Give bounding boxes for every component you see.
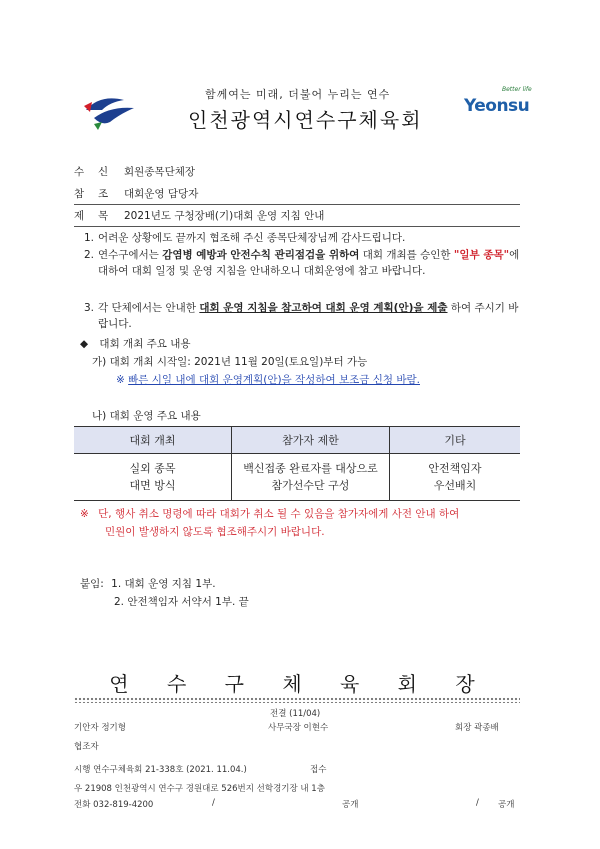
secretary: 사무국장 이현수 [268, 723, 329, 733]
cooperator: 협조자 [74, 742, 99, 752]
highlight-some-events: "일부 종목" [453, 249, 510, 261]
start-date: 가) 대회 개최 시작일: 2021년 11월 20일(토요일)부터 가능 [92, 356, 368, 368]
warning-line-2: 민원이 발생하지 않도록 협조해주시기 바랍니다. [105, 526, 325, 538]
attachment-2: 2. 안전책임자 서약서 1부. 끝 [114, 596, 249, 608]
paragraph-3: 3. 각 단체에서는 안내한 대회 운영 지침을 참고하여 대회 운영 계획(안)을 제출 하여 주시기 바랍니다. [84, 302, 519, 330]
disclosure: 공개 [342, 800, 359, 810]
separator: / [476, 798, 479, 808]
table-header: 대회 개최 [74, 427, 232, 454]
phone: 전화 032-819-4200 [74, 800, 154, 810]
chairman: 회장 곽종배 [455, 723, 499, 733]
yeonsu-logo [460, 86, 532, 126]
enforcement: 시행 연수구체육회 21-338호 (2021. 11.04.) [74, 765, 247, 775]
table-cell: 안전책임자 우선배치 [390, 454, 521, 501]
warning: ※ 단, 행사 취소 명령에 따라 대회가 취소 될 수 있음을 참가자에게 사전 안내 하여 [80, 508, 460, 520]
yeonsu-logo-text: Yeonsu [464, 96, 530, 116]
divider [74, 226, 520, 227]
table-row [74, 454, 520, 501]
decision-date: 전결 (11/04) [270, 709, 321, 719]
table-header: 참가자 제한 [232, 427, 390, 454]
divider [74, 204, 520, 205]
meta-recipient: 수 신 회원종목단체장 [74, 166, 196, 178]
incheon-logo [80, 92, 138, 132]
address: 우 21908 인천광역시 연수구 경원대로 526번지 선학경기장 내 1층 [74, 784, 325, 794]
dotted-divider [74, 697, 520, 703]
note: ※ 빠른 시일 내에 대회 운영계획(안)을 작성하여 보조금 신청 바람. [116, 374, 420, 386]
meta-reference: 참 조 대회운영 담당자 [74, 188, 199, 200]
separator: / [212, 798, 215, 808]
attachment-1: 붙임: 1. 대회 운영 지침 1부. [80, 578, 216, 590]
operation-table [74, 426, 520, 501]
note-mark-icon: ※ [116, 374, 125, 386]
operation-heading: 나) 대회 운영 주요 내용 [92, 410, 201, 422]
meta-subject: 제 목 2021년도 구청장배(기)대회 운영 지침 안내 [74, 210, 325, 222]
table-cell: 백신접종 완료자를 대상으로 참가선수단 구성 [232, 454, 390, 501]
table-cell: 실외 종목 대면 방식 [74, 454, 232, 501]
drafter: 기안자 정기형 [74, 723, 126, 733]
sender-title: 연 수 구 체 육 회 장 [109, 672, 491, 696]
section-heading: ◆ 대회 개최 주요 내용 [80, 338, 191, 350]
disclosure: 공개 [498, 800, 515, 810]
paragraph-1: 1. 어려운 상황에도 끝까지 협조해 주신 종목단체장님께 감사드립니다. [84, 232, 406, 244]
diamond-bullet-icon: ◆ [80, 338, 89, 350]
paragraph-2: 2. 연수구에서는 감염병 예방과 안전수칙 관리점검을 위하여 대회 개최를 승인한 "일부 종목"에 대하여 대회 일정 및 운영 지침을 안내하오니 대회운영에 참고 바랍니다. [84, 249, 520, 277]
warning-mark-icon: ※ [80, 508, 89, 520]
table-header: 기타 [390, 427, 521, 454]
receipt: 접수 [310, 765, 327, 775]
slogan: 함께여는 미래, 더불어 누리는 연수 [205, 88, 391, 101]
yeonsu-logo-tagline: Better life [502, 86, 532, 93]
org-name: 인천광역시연수구체육회 [188, 108, 423, 132]
table-header-row [74, 427, 520, 454]
